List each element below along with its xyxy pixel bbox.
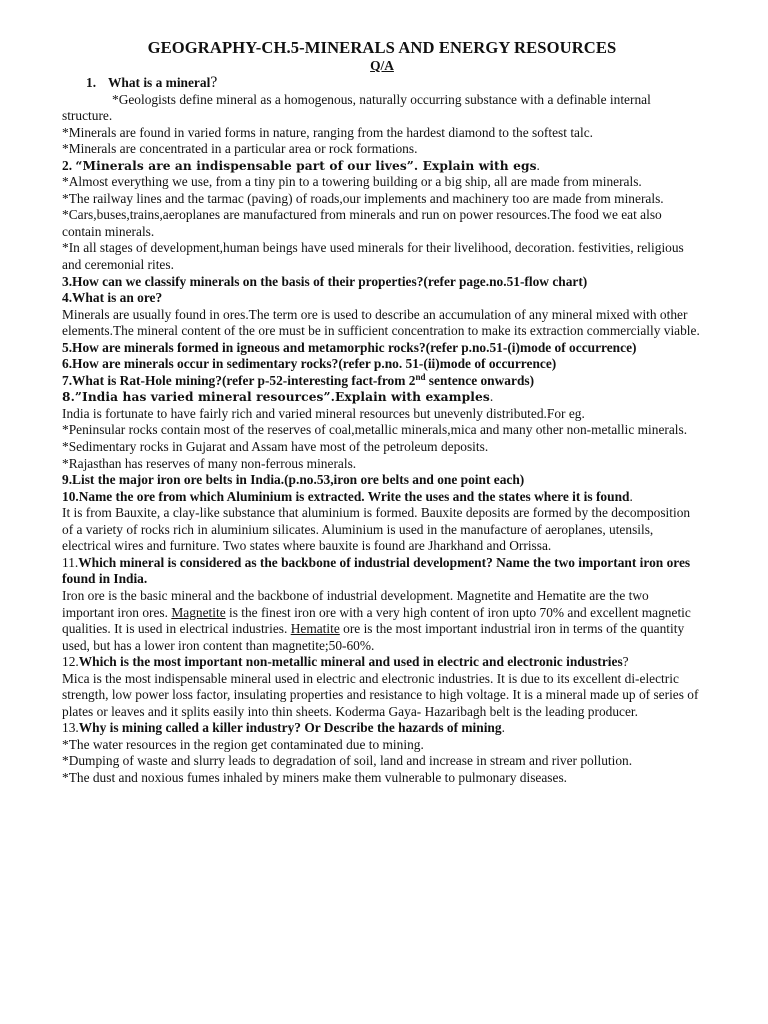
- answer-13-line-2: *Dumping of waste and slurry leads to degradation of soil, land and increase in stream and river pollution.: [62, 753, 633, 769]
- answer-13-line-1: *The water resources in the region get contaminated due to mining.: [62, 736, 424, 752]
- question-12-text: Which is the most important non-metallic mineral and used in electric and electronic industries: [78, 654, 623, 670]
- question-8-text: 8.”India has varied mineral resources”.Explain with examples: [62, 390, 490, 405]
- question-12-number: 12.: [62, 654, 79, 670]
- question-5: 5.How are minerals formed in igneous and metamorphic rocks?(refer p.no.51-(i)mode of occurrence): [62, 339, 637, 355]
- answer-1-line-3: *Minerals are concentrated in a particular area or rock formations.: [62, 141, 418, 157]
- answer-8-line-3: *Sedimentary rocks in Gujarat and Assam have most of the petroleum deposits.: [62, 439, 489, 455]
- question-8-end: .: [489, 389, 494, 405]
- question-11-number: 11.: [62, 554, 79, 570]
- question-4: 4.What is an ore?: [62, 290, 163, 306]
- question-3: 3.How can we classify minerals on the basis of their properties?(refer page.no.51-flow chart): [62, 273, 588, 289]
- page-title: GEOGRAPHY-CH.5-MINERALS AND ENERGY RESOURCES: [147, 38, 617, 57]
- answer-2-line-3: *Cars,buses,trains,aeroplanes are manufactured from minerals and run on power resources.The food we eat also contain minerals.: [62, 207, 662, 239]
- question-10: [62, 489, 702, 506]
- question-7-superscript: nd: [415, 371, 426, 382]
- answer-1-line-1: *Geologists define mineral as a homogenous, naturally occurring substance with a definable internal structure.: [62, 91, 651, 124]
- question-13: [62, 720, 702, 737]
- answer-2-line-1: *Almost everything we use, from a tiny pin to a towering building or a big ship, all are made from minerals.: [62, 174, 642, 190]
- question-7: [62, 373, 702, 390]
- question-1: [62, 75, 702, 92]
- page-subtitle: Q/A: [370, 58, 394, 73]
- question-1-text: What is a mineral: [108, 75, 211, 90]
- answer-11-hematite: Hematite: [290, 621, 340, 637]
- question-13-number: 13.: [62, 720, 79, 736]
- question-11: [62, 555, 702, 588]
- question-8: [62, 389, 702, 406]
- answer-11-part-2: is the finest iron ore with a very high content of iron upto 70% and excellent magnetic qualities. It is used in electrical industries.: [62, 604, 691, 637]
- question-13-end: .: [501, 720, 505, 736]
- question-2-text: “Minerals are an indispensable part of our lives”. Explain with egs: [75, 158, 537, 173]
- answer-11-magnetite: Magnetite: [171, 604, 226, 620]
- answer-11-part-1: Iron ore is the basic mineral and the backbone of industrial development. Magnetite and Hematite are the two important iron ores.: [62, 587, 649, 620]
- answer-8-line-4: *Rajasthan has reserves of many non-ferrous minerals.: [62, 455, 357, 471]
- answer-2-line-4: *In all stages of development,human beings have used minerals for their livelihood, decoration. festivities, religious and ceremonial rites.: [62, 240, 684, 273]
- question-7-text: 7.What is Rat-Hole mining?(refer p-52-interesting fact-from 2: [62, 372, 416, 388]
- question-13-text: Why is mining called a killer industry? Or Describe the hazards of mining: [78, 720, 502, 736]
- answer-2-line-2: *The railway lines and the tarmac (paving) of roads,our implements and machinery too are made from minerals.: [62, 190, 664, 206]
- question-7-text-end: sentence onwards): [425, 372, 535, 388]
- answer-12: Mica is the most indispensable mineral used in electric and electronic industries. It is due to its excellent di-electric strength, low power loss factor, insulating properties and resistance to high voltage. It is a mineral made up of series of plates or leaves and it splits easily into thin sheets. Koderma Gaya- Hazaribagh belt is the leading producer.: [62, 670, 699, 719]
- question-2-end: .: [536, 157, 540, 173]
- question-2-number: 2.: [62, 157, 73, 173]
- answer-11-part-3: ore is the most important industrial iron in terms of the quantity used, but has a lower iron content than magnetite;50-60%.: [62, 621, 685, 653]
- question-9: 9.List the major iron ore belts in India.(p.no.53,iron ore belts and one point each): [62, 472, 525, 488]
- answer-4: Minerals are usually found in ores.The term ore is used to describe an accumulation of any mineral mixed with other elements.The mineral content of the ore must be in sufficient concentration to make its extraction commercially viable.: [62, 306, 700, 339]
- answer-10: It is from Bauxite, a clay-like substance that aluminium is formed. Bauxite deposits are formed by the decomposition of a variety of rocks rich in aluminium silicates. Aluminium is used in the manufacture of aeroplanes, utensils, electrical wires and furniture. Two states where bauxite is found are Jharkhand and Orrissa.: [62, 505, 691, 554]
- answer-8-line-1: India is fortunate to have fairly rich and varied mineral resources but unevenly distributed.For eg.: [62, 405, 585, 421]
- question-12: [62, 654, 702, 671]
- question-6: 6.How are minerals occur in sedimentary rocks?(refer p.no. 51-(ii)mode of occurrence): [62, 356, 557, 372]
- answer-11: [62, 588, 702, 654]
- question-1-mark: ?: [210, 74, 218, 91]
- question-11-text: Which mineral is considered as the backbone of industrial development? Name the two important iron ores found in India.: [62, 554, 691, 587]
- answer-1-line-2: *Minerals are found in varied forms in nature, ranging from the hardest diamond to the softest talc.: [62, 124, 594, 140]
- question-1-number: 1.: [86, 75, 97, 90]
- question-2: [62, 158, 702, 175]
- answer-8-line-2: *Peninsular rocks contain most of the reserves of coal,metallic minerals,mica and many other non-metallic minerals.: [62, 422, 688, 438]
- question-10-end: .: [629, 488, 633, 504]
- question-10-text: 10.Name the ore from which Aluminium is extracted. Write the uses and the states where it is found: [62, 488, 630, 504]
- answer-13-line-3: *The dust and noxious fumes inhaled by miners make them vulnerable to pulmonary diseases.: [62, 769, 568, 785]
- question-12-end: ?: [622, 654, 629, 670]
